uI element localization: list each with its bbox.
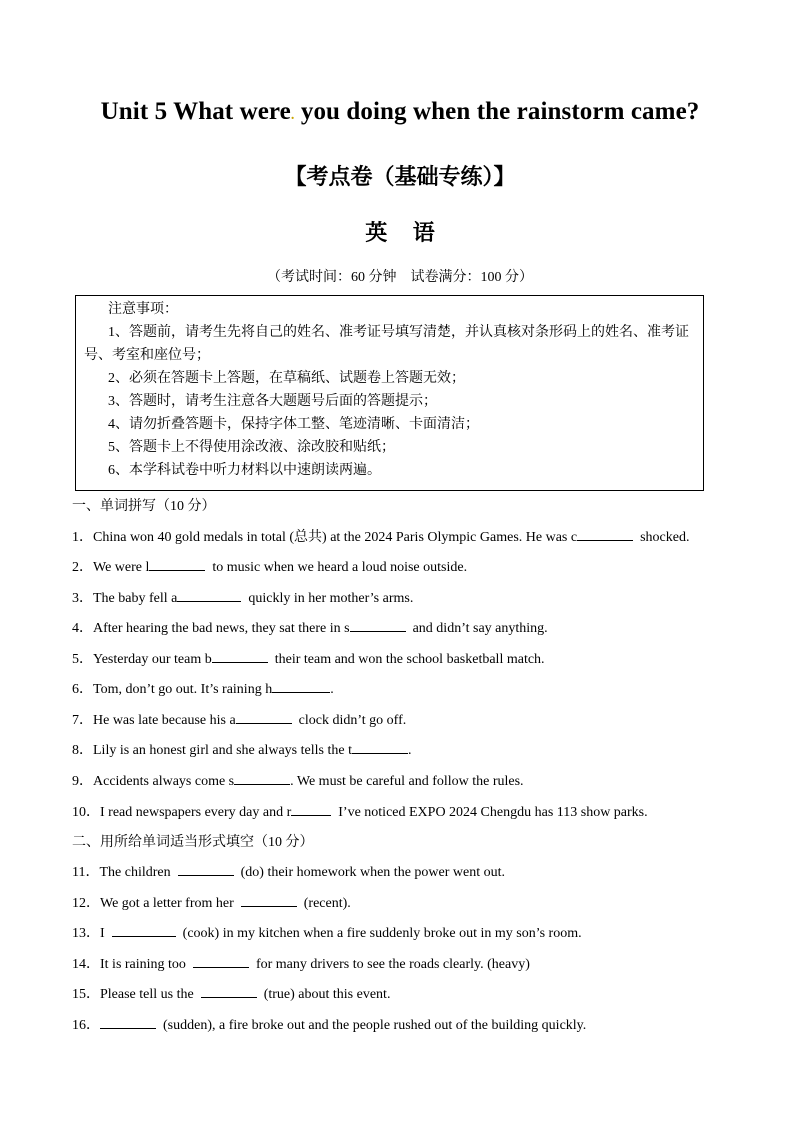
answer-blank[interactable] (236, 709, 292, 724)
question: 4．After hearing the bad news, they sat there in s and didn’t say anything. (72, 617, 548, 637)
answer-blank[interactable] (201, 983, 257, 998)
notice-item: 4、请勿折叠答题卡，保持字体工整、笔迹清晰、卡面清洁； (108, 417, 479, 432)
question: 2．We were l to music when we heard a loud noise outside. (72, 556, 467, 576)
question: 9．Accidents always come s . We must be careful and follow the rules. (72, 770, 524, 790)
question: 10．I read newspapers every day and r I’ve noticed EXPO 2024 Chengdu has 113 show parks. (72, 801, 648, 821)
question: 15．Please tell us the (true) about this event. (72, 983, 390, 1003)
section1-heading: 一、单词拼写（10 分） (72, 499, 216, 514)
answer-blank[interactable] (272, 678, 330, 693)
question: 13．I (cook) in my kitchen when a fire suddenly broke out in my son’s room. (72, 922, 582, 942)
answer-blank[interactable] (350, 617, 406, 632)
notice-box (75, 295, 704, 491)
answer-blank[interactable] (149, 556, 205, 571)
answer-blank[interactable] (193, 953, 249, 968)
answer-blank[interactable] (291, 801, 331, 816)
notice-item: 2、必须在答题卡上答题，在草稿纸、试题卷上答题无效； (108, 371, 465, 386)
answer-blank[interactable] (177, 587, 241, 602)
notice-item: 1、答题前，请考生先将自己的姓名、准考证号填写清楚，并认真核对条形码上的姓名、准考证号、考室和座位号； (84, 325, 689, 363)
question: 5．Yesterday our team b their team and won the school basketball match. (72, 648, 545, 668)
question: 16． (sudden), a fire broke out and the people rushed out of the building quickly. (72, 1014, 586, 1034)
answer-blank[interactable] (100, 1014, 156, 1029)
answer-blank[interactable] (112, 922, 176, 937)
paper-title: Unit 5 What were. you doing when the rainstorm came? (100, 98, 700, 125)
title-part2: you doing when the rainstorm came? (300, 98, 700, 125)
exam-info: （考试时间：60 分钟 试卷满分：100 分） (267, 270, 533, 285)
answer-blank[interactable] (352, 739, 408, 754)
question: 14．It is raining too for many drivers to see the roads clearly. (heavy) (72, 953, 530, 973)
answer-blank[interactable] (241, 892, 297, 907)
question: 8．Lily is an honest girl and she always tells the t . (72, 739, 411, 759)
question: 6．Tom, don’t go out. It’s raining h . (72, 678, 334, 698)
notice-item: 6、本学科试卷中听力材料以中速朗读两遍。 (108, 463, 381, 478)
question: 7．He was late because his a clock didn’t go off. (72, 709, 406, 729)
subject-heading: 英 语 (365, 220, 445, 245)
question: 11．The children (do) their homework when the power went out. (72, 861, 505, 881)
answer-blank[interactable] (234, 770, 290, 785)
title-part1: Unit 5 What were (100, 98, 291, 125)
question: 1．China won 40 gold medals in total (总共) at the 2024 Paris Olympic Games. He was c shocked. (72, 526, 689, 546)
notice-title: 注意事项： (108, 302, 178, 317)
notice-item: 5、答题卡上不得使用涂改液、涂改胶和贴纸； (108, 440, 395, 455)
section2-heading: 二、用所给单词适当形式填空（10 分） (72, 835, 314, 850)
question: 12．We got a letter from her (recent). (72, 892, 351, 912)
answer-blank[interactable] (178, 861, 234, 876)
paper-subtitle: 【考点卷（基础专练）】 (284, 164, 516, 189)
answer-blank[interactable] (212, 648, 268, 663)
notice-item: 3、答题时，请考生注意各大题题号后面的答题提示； (108, 394, 437, 409)
question: 3．The baby fell a quickly in her mother’s arms. (72, 587, 413, 607)
answer-blank[interactable] (577, 526, 633, 541)
